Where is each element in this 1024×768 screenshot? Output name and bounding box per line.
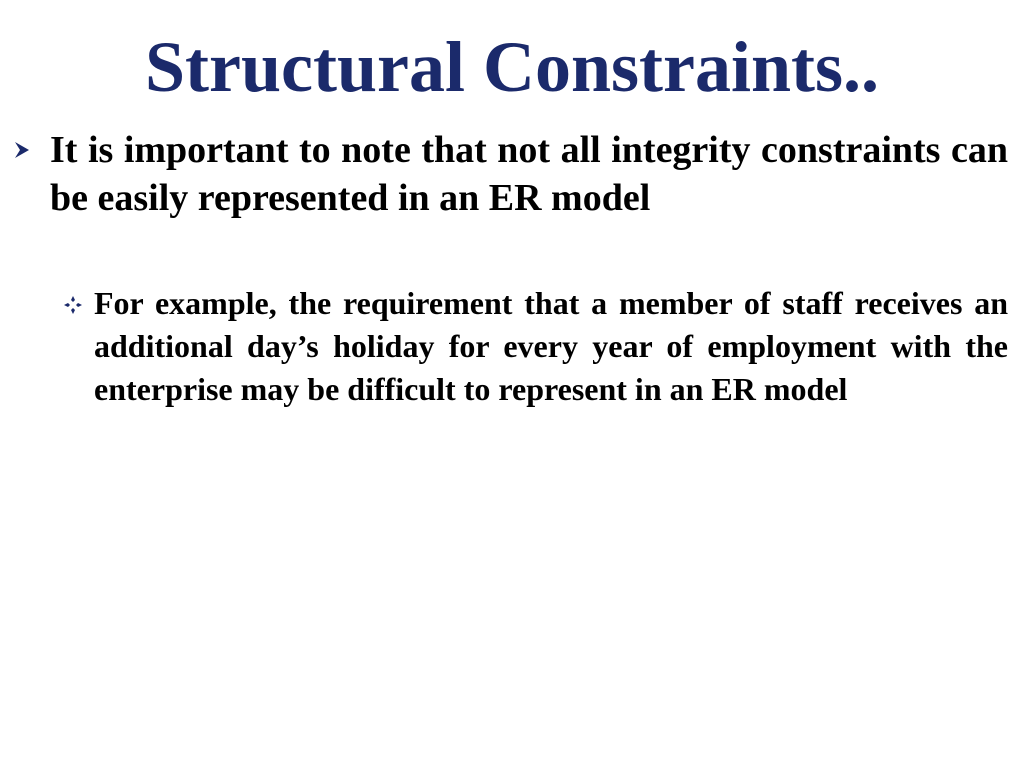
arrowhead-bullet-icon: [12, 140, 32, 160]
bullet-text: It is important to note that not all integrity constraints can be easily represented in an ER model: [50, 129, 1008, 219]
sub-bullet-item: [64, 282, 1008, 411]
slide-title: Structural Constraints..: [145, 27, 879, 107]
diamond-bullet-icon: [64, 296, 82, 314]
sub-bullet-text: For example, the requirement that a member of staff receives an additional day’s holiday for every year of employment with the enterprise may be difficult to represent in an ER model: [94, 285, 1008, 407]
bullet-item: [12, 126, 1008, 222]
